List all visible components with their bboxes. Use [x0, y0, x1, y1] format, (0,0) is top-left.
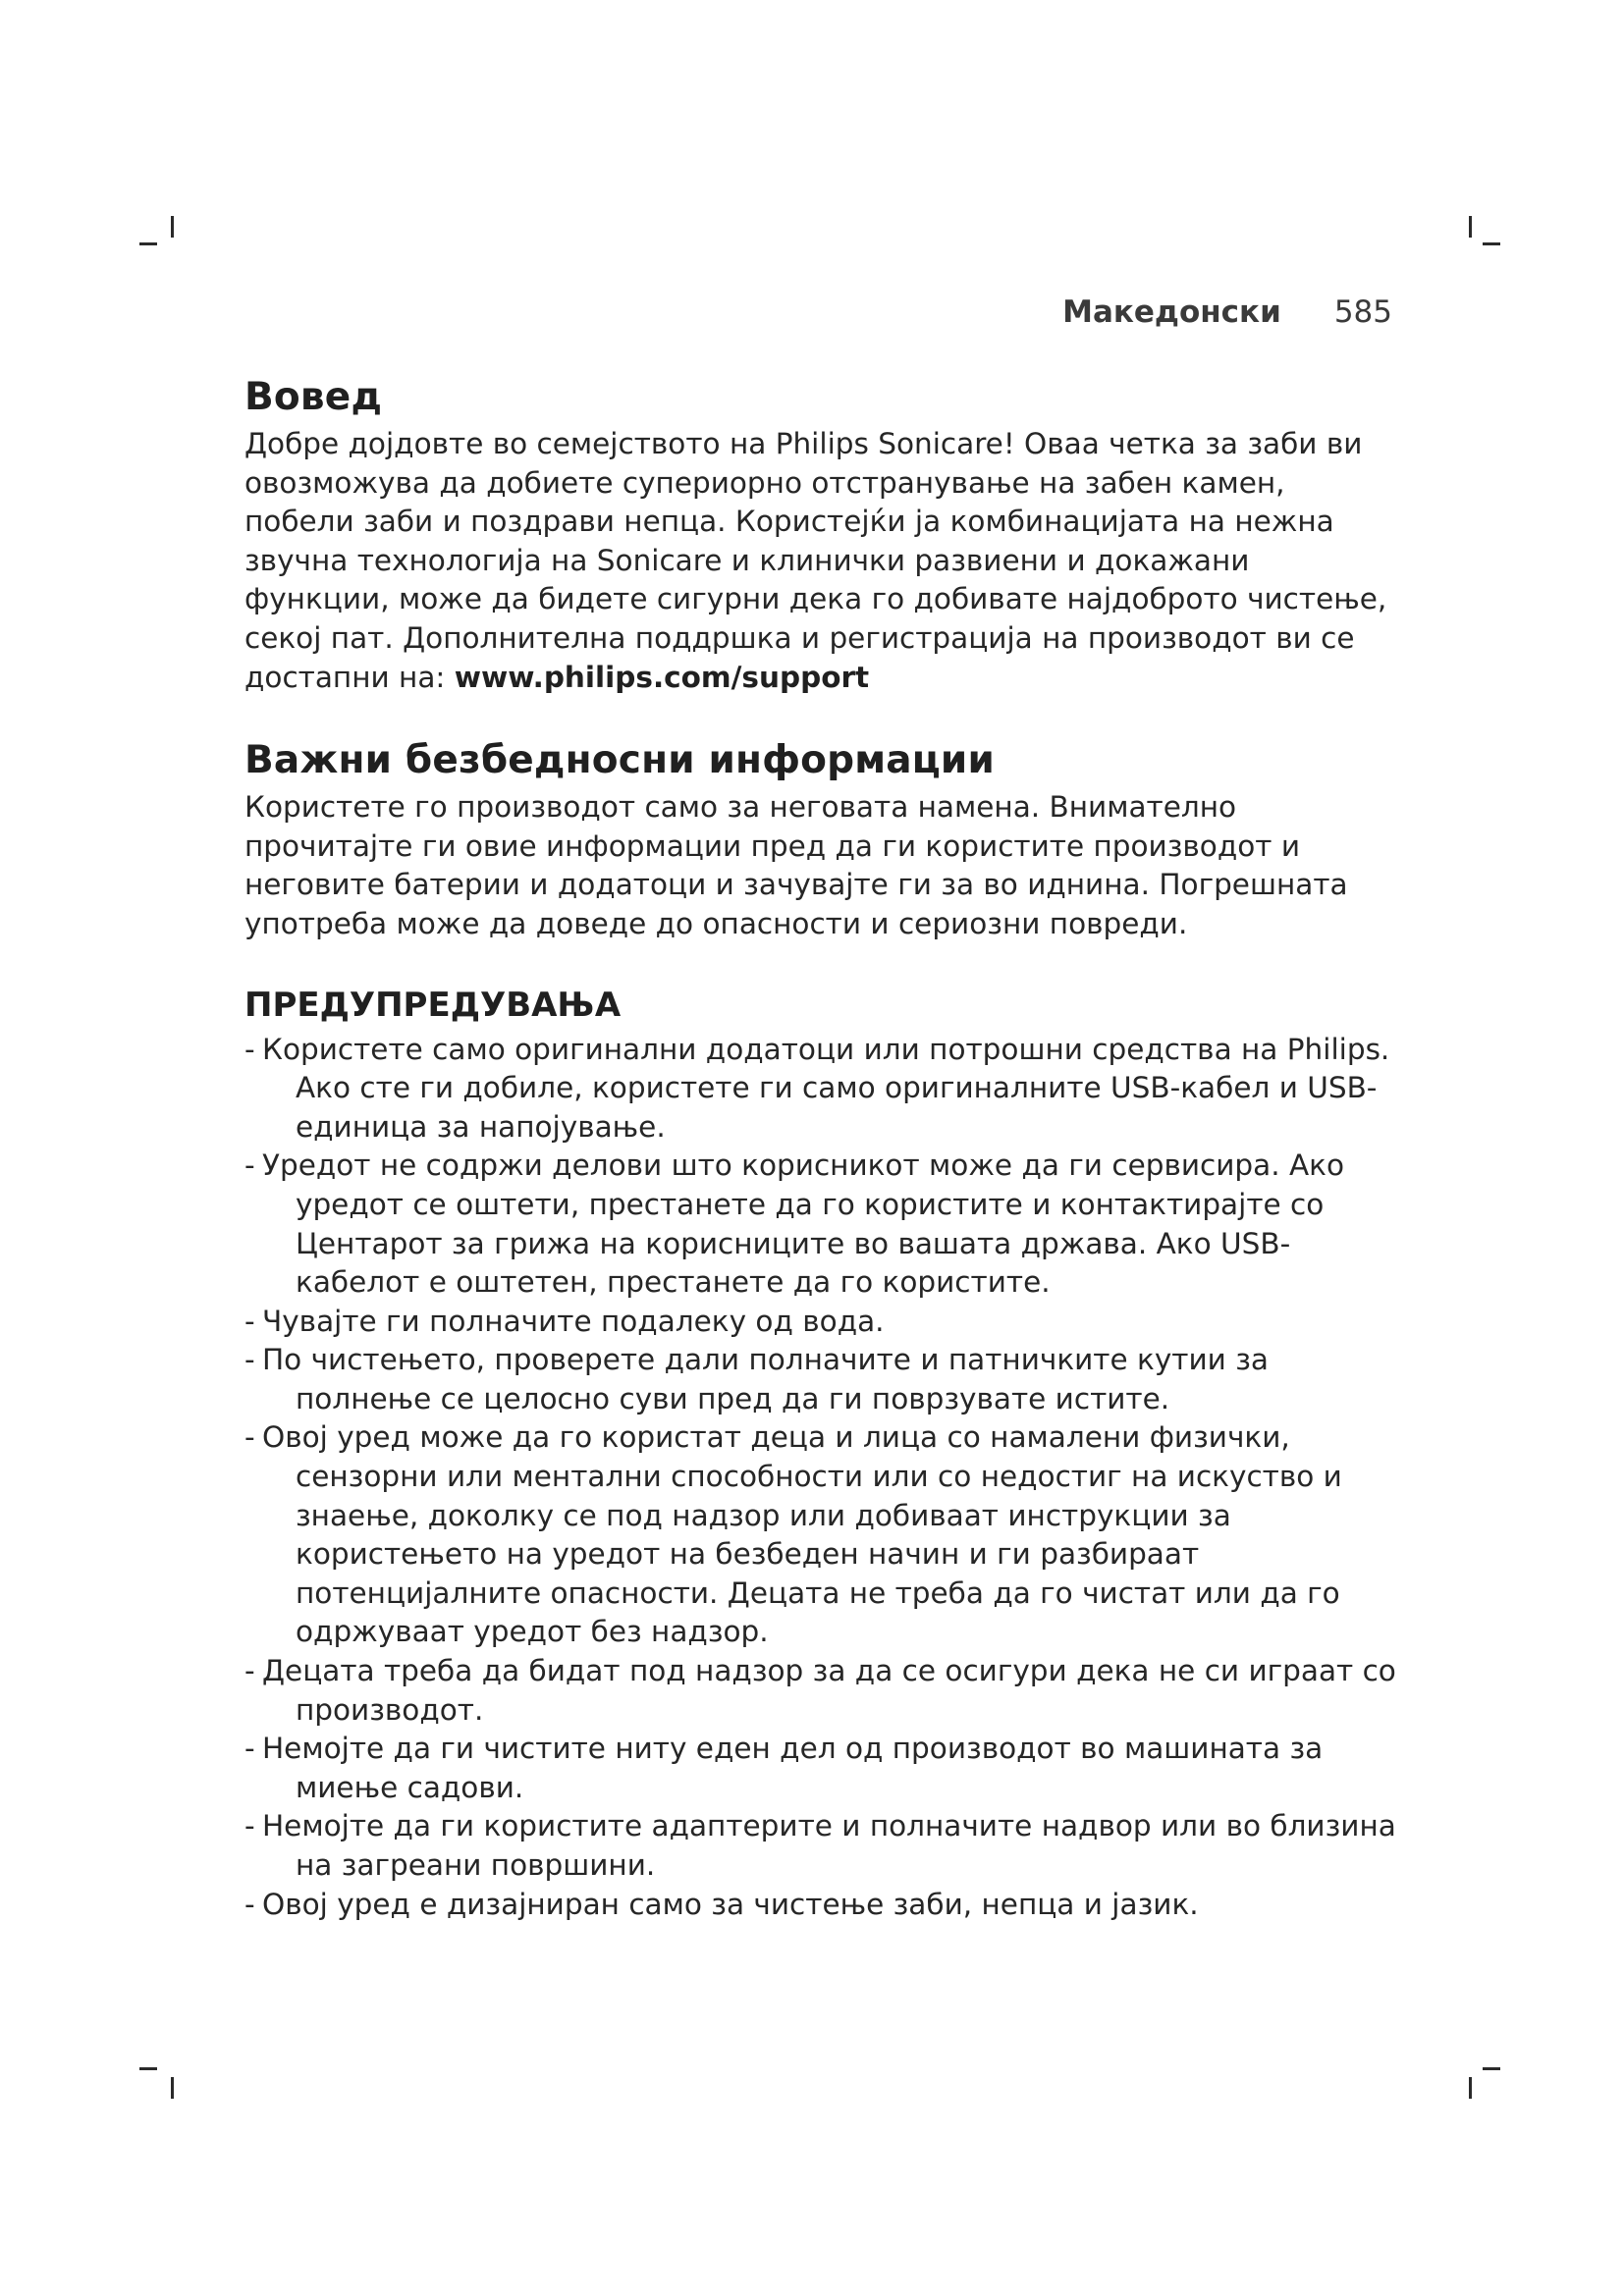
language-label: Македонски [1062, 294, 1281, 330]
list-item: - Користете само оригинални додатоци или потрошни средства на Philips. Ако сте ги добиле, користете ги само оригиналните USB-кабел и USB-единица за напојување. [244, 1032, 1390, 1144]
support-link[interactable]: www.philips.com/support [454, 660, 870, 694]
list-item: - Овој уред може да го користат деца и лица со намалени физички, сензорни или ментални способности или со недостиг на искуство и знаење, доколку се под надзор или добиваат инструкции за користењето на уредот на безбеден начин и ги разбираат потенцијалните опасности. Децата не треба да го чистат или да го одржуваат уредот без надзор. [244, 1420, 1342, 1649]
safety-paragraph: Користете го производот само за неговата намена. Внимателно прочитајте ги овие информации пред да ги користите производот и неговите батерии и додатоци и зачувајте ги за во иднина. Погрешната употреба може да доведе до опасности и сериозни повреди. [244, 790, 1348, 940]
crop-mark-bottom-right-v [1469, 2077, 1472, 2099]
list-item: - По чистењето, проверете дали полначите и патничките кутии за полнење се целосно суви пред да ги поврзувате истите. [244, 1343, 1269, 1415]
intro-section [244, 375, 1403, 697]
crop-mark-bottom-left-h [139, 2067, 157, 2070]
crop-mark-bottom-right-h [1483, 2067, 1500, 2070]
list-item: - Немојте да ги чистите ниту еден дел од производот во машината за миење садови. [244, 1732, 1324, 1804]
warnings-title: ПРЕДУПРЕДУВАЊА [244, 985, 622, 1025]
page-number: 585 [1333, 294, 1392, 330]
list-item: - Немојте да ги користите адаптерите и полначите надвор или во близина на загреани површини. [244, 1809, 1396, 1882]
crop-mark-bottom-left-v [171, 2077, 174, 2099]
crop-mark-top-left-v [171, 216, 174, 238]
intro-paragraph [244, 425, 1403, 697]
list-item: - Овој уред е дизајниран само за чистење заби, непца и јазик. [244, 1887, 1199, 1921]
crop-mark-top-right-h [1483, 242, 1500, 245]
list-item: - Децата треба да бидат под надзор за да се осигури дека не си играат со производот. [244, 1654, 1396, 1727]
crop-mark-top-left-h [139, 242, 157, 245]
safety-title: Важни безбедносни информации [244, 738, 995, 783]
safety-section [244, 738, 1403, 943]
intro-title: Вовед [244, 375, 383, 419]
warnings-section [244, 986, 1403, 1925]
crop-mark-top-right-v [1469, 216, 1472, 238]
warnings-list [244, 1031, 1403, 1925]
page-header [1062, 294, 1392, 330]
list-item: - Уредот не содржи делови што корисникот може да ги сервисира. Ако уредот се оштети, престанете да го користите и контактирајте со Центарот за грижа на корисниците во вашата држава. Ако USB-кабелот е оштетен, престанете да го користите. [244, 1148, 1345, 1300]
list-item: - Чувајте ги полначите подалеку од вода. [244, 1304, 885, 1338]
intro-body: Добре дојдовте во семејството на Philips Sonicare! Оваа четка за заби ви овозможува да добиете супериорно отстранување на забен камен, побели заби и поздрави непца. Користејќи ја комбинацијата на нежна звучна технологија на Sonicare и клинички развиени и докажани функции, може да бидете сигурни дека го добивате најдоброто чистење, секој пат. Дополнителна поддршка и регистрација на производот ви се достапни на: [244, 427, 1387, 694]
page-content [244, 375, 1403, 1965]
